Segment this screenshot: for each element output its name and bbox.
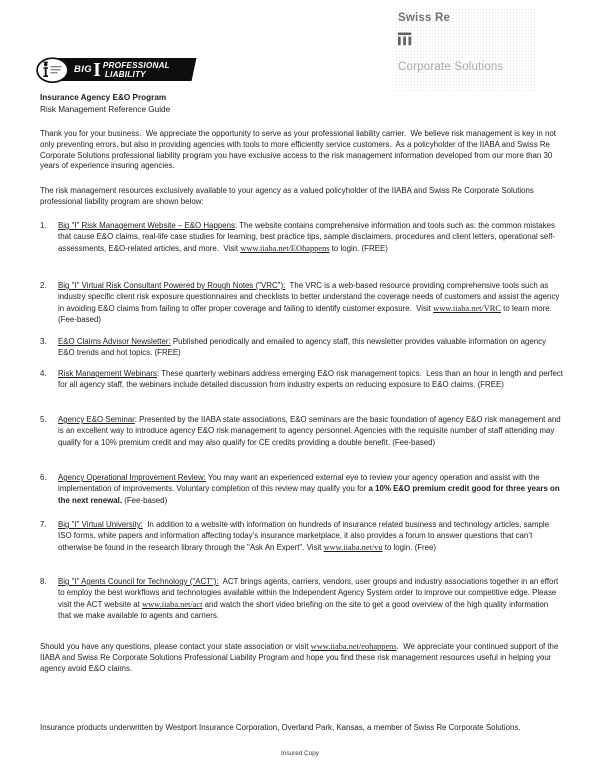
text-segment: and watch the short video briefing on the site to get a good overview of the high quality information that we make available to agents and carriers. bbox=[58, 599, 551, 621]
swissre-division-text: Corporate Solutions bbox=[398, 61, 504, 73]
item-number: 1. bbox=[40, 221, 47, 230]
text-segment: The VRC is a web-based resource providing comprehensive tools such as industry specific client risk exposure questionnaires and checklists to better understand the coverage needs of customers and assist the agency in avoiding E&O claims from failing to offer proper coverage and failing to identify customer exposure. Visit bbox=[58, 281, 562, 313]
resource-item-2 bbox=[40, 280, 563, 326]
text-segment: In addition to a website with information on hundreds of insurance related business and technology articles, sample ISO forms, white papers and information affecting today’s insurance marketplace, it also provides a forum to answer questions that can’t otherwise be found in the research library through the "Ask An Expert". Visit bbox=[58, 520, 552, 552]
item-text bbox=[58, 280, 563, 326]
item-number: 8. bbox=[40, 577, 47, 586]
resource-item-7 bbox=[40, 519, 563, 553]
text-segment: : Presented by the IIABA state associations, E&O seminars are the basic foundation of agency E&O risk management and is an excellent way to introduce agency E&O risk management to agency personnel. Agencies with the requisite number of staff attending may qualify for a 10% premium credit and may also qualify for CE credits providing a double benefit. (Fee-based) bbox=[58, 415, 563, 447]
text-segment: Agency Operational Improvement Review: bbox=[58, 473, 206, 482]
text-segment: to login. (FREE) bbox=[329, 243, 388, 253]
intro-paragraph-1: Thank you for your business. We appreciate the opportunity to serve as your professional liability carrier. We believe risk management is key in not only preventing errors, but also in providing agencies with tools to more efficiently service customers. As a policyholder of the IIABA and Swiss Re Corporate Solutions professional liability program you have exclusive access to the risk management information developed from our more than 30 years of experience insuring agencies. bbox=[40, 129, 559, 171]
text-segment: to learn more. (Fee-based) bbox=[58, 303, 555, 325]
insured-copy-watermark: Insured Copy bbox=[280, 750, 319, 757]
text-segment: . We appreciate your continued support of the IIABA and Swiss Re Corporate Solutions Professional Liability Program and hope you find these risk management resources useful in helping your agency avoid E&O claims. bbox=[40, 642, 561, 673]
text-segment: Big "I" Virtual University: bbox=[58, 520, 143, 529]
text-segment: Published periodically and emailed to agency staff, this newsletter provides valuable information on agency E&O trends and hot topics. (FREE) bbox=[58, 337, 549, 358]
text-segment: You may want an experienced external eye to review your agency operation and assist with the implementation of improvements. Voluntary completion of this review may qualify you for bbox=[58, 473, 542, 494]
text-segment: Big "I" Virtual Risk Consultant Powered by Rough Notes ("VRC"): bbox=[58, 281, 286, 290]
hyperlink[interactable]: www.iiaba.net/VRC bbox=[433, 303, 501, 313]
hyperlink[interactable]: www.iiaba.net/act bbox=[142, 599, 203, 609]
text-segment: Should you have any questions, please contact your state association or visit bbox=[40, 642, 311, 651]
bigi-word-liability: LIABILITY bbox=[104, 69, 146, 79]
resource-item-1 bbox=[40, 220, 563, 254]
text-segment: ACT brings agents, carriers, vendors, user groups and industry associations together in an effort to employ the best workflows and technologies available within the Independent Agency System order to improve our competitive edge. Please visit the ACT website at bbox=[58, 577, 561, 609]
bigi-professional-liability-logo bbox=[36, 57, 198, 85]
swissre-logo bbox=[395, 8, 535, 92]
item-number: 5. bbox=[40, 415, 47, 424]
bigi-logo-text bbox=[74, 58, 170, 81]
hyperlink[interactable]: www.iiaba.net/EOhappens bbox=[240, 243, 330, 253]
text-segment: Big "I" Risk Management Website – E&O Happens bbox=[58, 221, 235, 230]
item-number: 3. bbox=[40, 337, 47, 346]
text-segment: : These quarterly webinars address emerging E&O risk management topics. Less than an hour in length and perfect for all agency staff, the webinars include detailed discussion from industry experts on reducing exposure to E&O claims. (FREE) bbox=[58, 369, 566, 390]
text-segment: Big "I" Agents Council for Technology ("ACT"): bbox=[58, 577, 219, 586]
document-title: Insurance Agency E&O Program bbox=[40, 93, 167, 102]
item-text bbox=[58, 220, 563, 254]
swissre-mark-icon bbox=[398, 32, 413, 52]
intro-paragraph-2: The risk management resources exclusively available to your agency as a valued policyholder of the IIABA and Swiss Re Corporate Solutions professional liability program are shown below: bbox=[40, 186, 537, 206]
resource-item-3 bbox=[40, 336, 563, 359]
swissre-brand-text: Swiss Re bbox=[398, 12, 451, 24]
item-number: 7. bbox=[40, 520, 47, 529]
text-segment: Risk Management Webinars bbox=[58, 369, 157, 378]
bigi-i-letter: I bbox=[93, 58, 101, 81]
text-segment: : The website contains comprehensive information and tools such as: the common mistakes that cause E&O claims, real-life case studies for learning, best practice tips, sample disclaimers, procedures and client letters, operational self-assessments, E&O-related articles, and more. Visit bbox=[58, 221, 558, 253]
item-text bbox=[58, 472, 563, 506]
resource-item-4 bbox=[40, 368, 566, 391]
item-number: 6. bbox=[40, 473, 47, 482]
item-text bbox=[58, 519, 563, 553]
item-text bbox=[58, 336, 563, 359]
underwriter-footnote: Insurance products underwritten by Westport Insurance Corporation, Overland Park, Kansas, a member of Swiss Re Corporate Solutions. bbox=[40, 723, 521, 732]
bigi-word-professional: PROFESSIONAL bbox=[102, 60, 170, 70]
document-subtitle: Risk Management Reference Guide bbox=[40, 105, 171, 114]
bigi-big-text: BIG bbox=[74, 64, 93, 75]
closing-paragraph bbox=[40, 642, 563, 674]
item-text bbox=[58, 414, 563, 448]
item-text bbox=[58, 368, 566, 391]
text-segment: E&O Claims Advisor Newsletter: bbox=[58, 337, 171, 346]
resource-item-5 bbox=[40, 414, 563, 448]
item-text bbox=[58, 576, 563, 622]
text-segment: (Fee-based) bbox=[122, 495, 168, 505]
resource-item-8 bbox=[40, 576, 563, 622]
independent-insurance-agent-seal-icon bbox=[36, 57, 69, 89]
text-segment: to login. (Free) bbox=[382, 542, 437, 552]
text-segment: Agency E&O Seminar bbox=[58, 415, 135, 424]
item-number: 2. bbox=[40, 281, 47, 290]
hyperlink[interactable]: www.iiaba.net/eohappens bbox=[310, 642, 397, 651]
resource-item-6 bbox=[40, 472, 563, 506]
text-segment: a 10% E&O premium credit good for three years on the next renewal. bbox=[58, 484, 562, 505]
bigi-words bbox=[103, 61, 170, 79]
item-number: 4. bbox=[40, 369, 47, 378]
hyperlink[interactable]: www.iiaba.net/vu bbox=[323, 542, 383, 552]
